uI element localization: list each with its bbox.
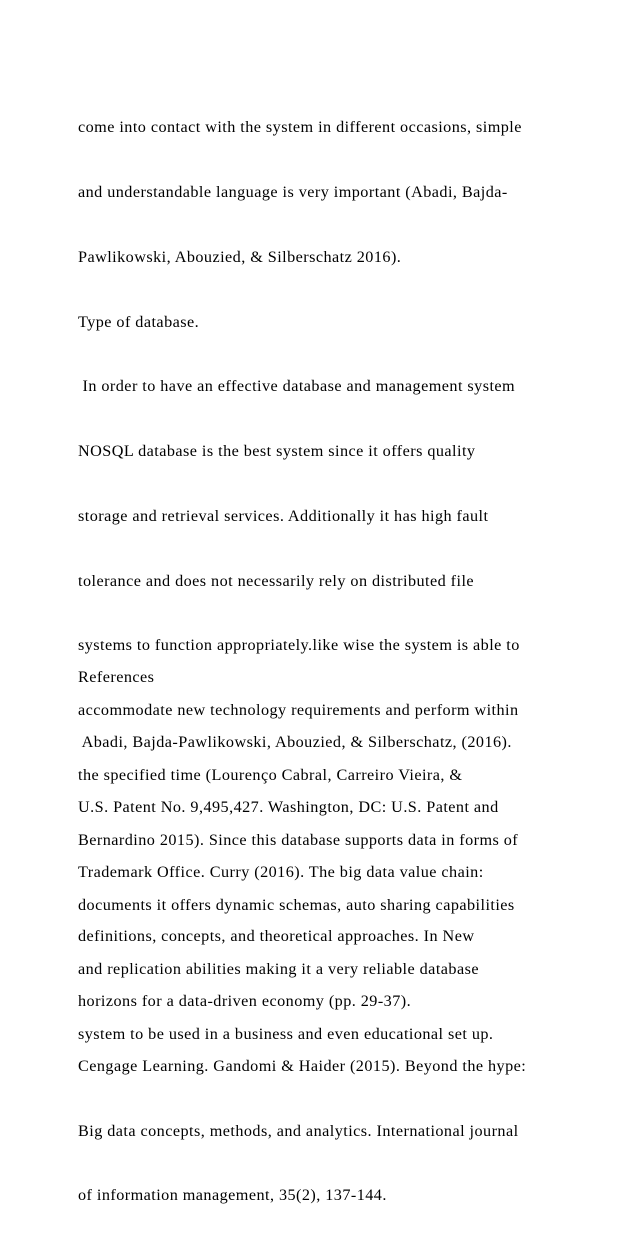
references-section [78, 624, 598, 1250]
body-line: accommodate new technology requirements and perform within [78, 701, 519, 720]
reference-line: U.S. Patent No. 9,495,427. Washington, DC: U.S. Patent and [78, 797, 499, 816]
reference-line: of information management, 35(2), 137-144. [78, 1186, 387, 1205]
reference-line: definitions, concepts, and theoretical approaches. In New [78, 927, 475, 946]
body-line: systems to function appropriately.like wise the system is able to [78, 636, 520, 655]
reference-line: Trademark Office. Curry (2016). The big data value chain: [78, 862, 484, 881]
body-line: tolerance and does not necessarily rely on distributed file [78, 571, 475, 590]
body-line: Pawlikowski, Abouzied, & Silberschatz 2016). [78, 247, 402, 266]
body-line: documents it offers dynamic schemas, auto sharing capabilities [78, 895, 515, 914]
body-line: storage and retrieval services. Additionally it has high fault [78, 506, 489, 525]
body-line: In order to have an effective database and management system [78, 377, 516, 396]
section-heading: Type of database. [78, 312, 200, 331]
reference-line: Cengage Learning. Gandomi & Haider (2015). Beyond the hype: [78, 1056, 527, 1075]
reference-line: Big data concepts, methods, and analytics. International journal [78, 1121, 519, 1140]
body-line: come into contact with the system in different occasions, simple [78, 118, 522, 137]
body-line: system to be used in a business and even educational set up. [78, 1025, 494, 1044]
body-line: and understandable language is very important (Abadi, Bajda- [78, 182, 508, 201]
reference-line: horizons for a data-driven economy (pp. 29-37). [78, 992, 412, 1011]
body-line: NOSQL database is the best system since it offers quality [78, 442, 476, 461]
references-heading: References [78, 668, 155, 687]
body-line: the specified time (Lourenço Cabral, Carreiro Vieira, & [78, 766, 463, 784]
reference-line: Abadi, Bajda-Pawlikowski, Abouzied, & Silberschatz, (2016). [78, 732, 512, 751]
body-line: Bernardino 2015). Since this database supports data in forms of [78, 830, 519, 849]
body-line: and replication abilities making it a very reliable database [78, 960, 479, 979]
